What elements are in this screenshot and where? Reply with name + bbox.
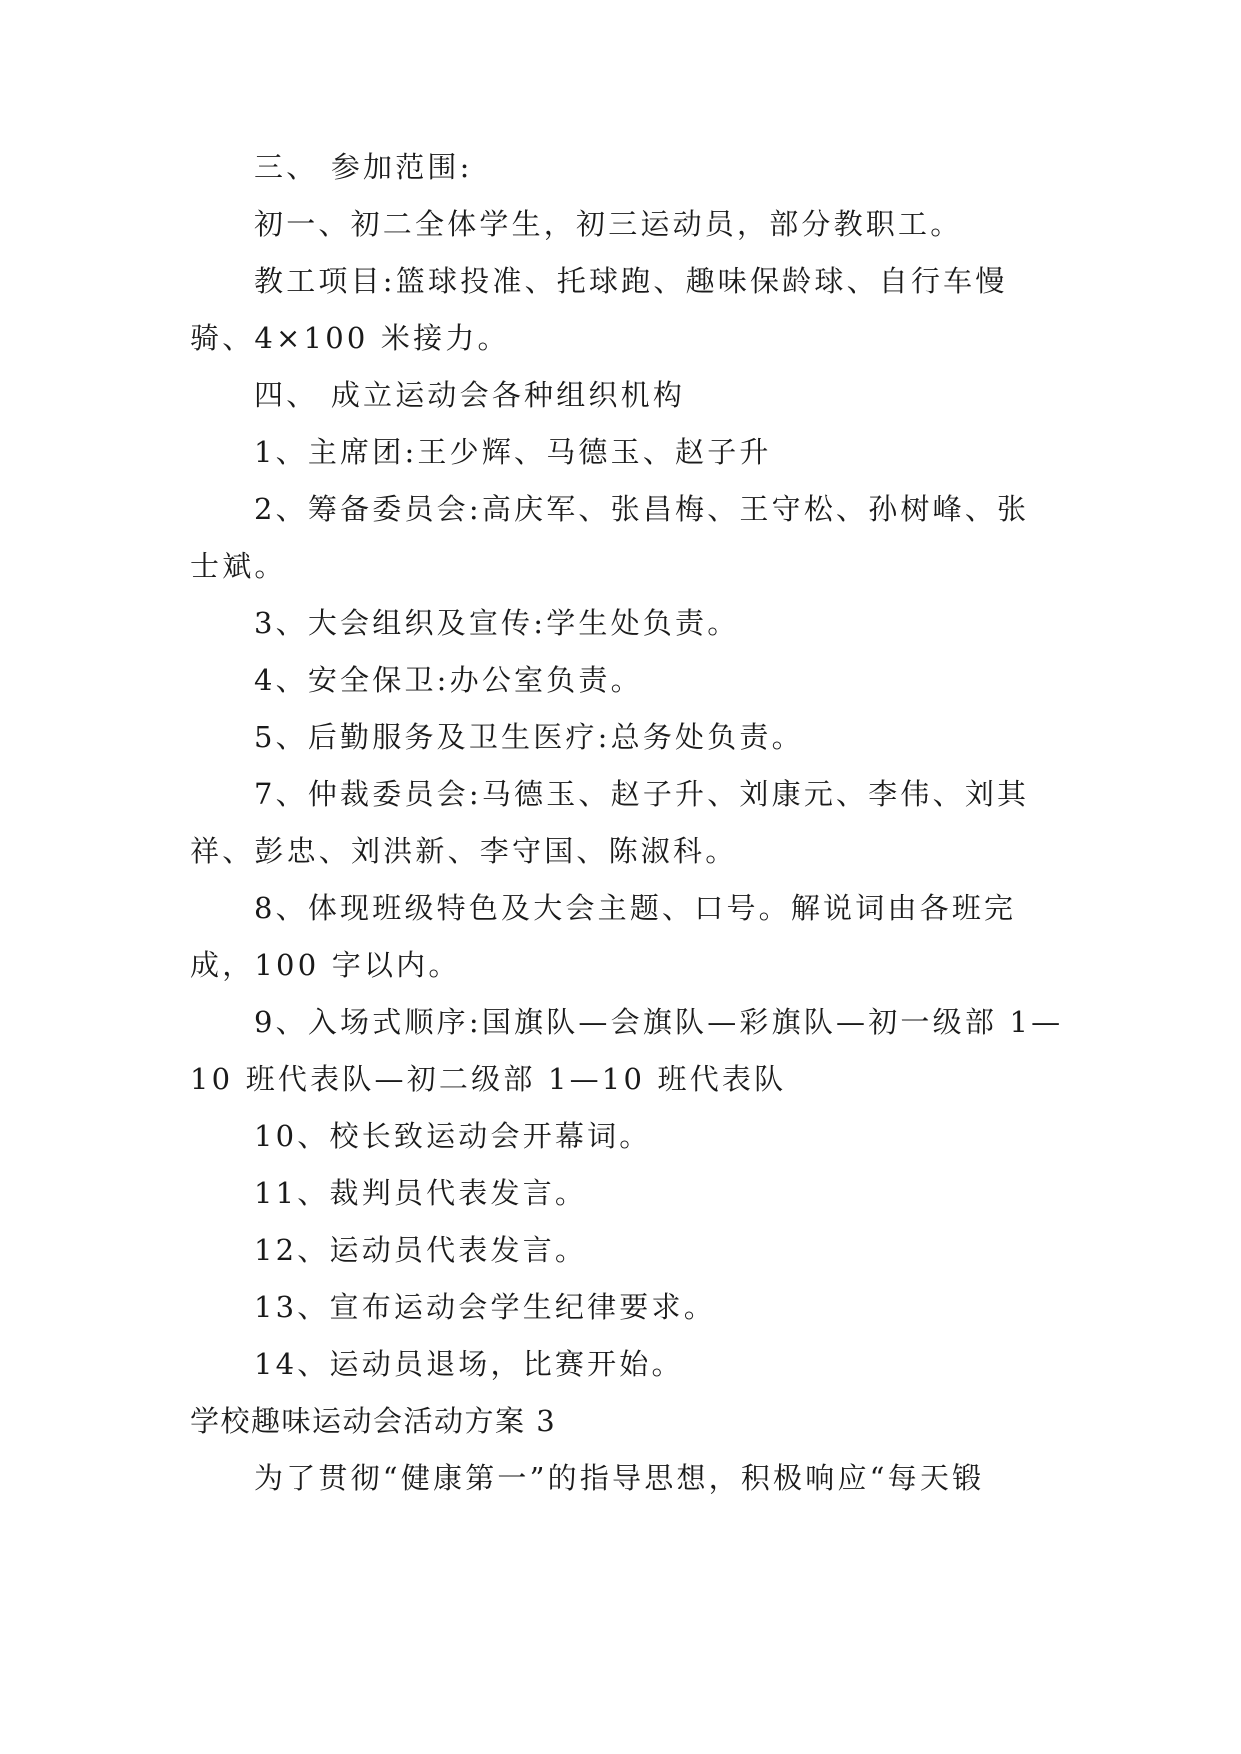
paragraph-line: 4、安全保卫:办公室负责。: [254, 663, 643, 697]
section-heading-scope: 三、 参加范围:: [254, 150, 473, 184]
paragraph-line: 10 班代表队—初二级部 1—10 班代表队: [190, 1062, 787, 1096]
paragraph-line: 3、大会组织及宣传:学生处负责。: [254, 606, 740, 640]
paragraph-line: 祥、彭忠、刘洪新、李守国、陈淑科。: [190, 834, 738, 868]
paragraph-line: 骑、4×100 米接力。: [190, 321, 510, 355]
paragraph-line: 为了贯彻“健康第一”的指导思想，积极响应“每天锻: [254, 1461, 985, 1495]
paragraph-line: 11、裁判员代表发言。: [254, 1176, 588, 1210]
section-heading-organization: 四、 成立运动会各种组织机构: [254, 378, 686, 412]
paragraph-line: 7、仲裁委员会:马德玉、赵子升、刘康元、李伟、刘其: [254, 777, 1030, 811]
paragraph-line: 5、后勤服务及卫生医疗:总务处负责。: [254, 720, 804, 754]
paragraph-line: 14、运动员退场，比赛开始。: [254, 1347, 684, 1381]
paragraph-line: 教工项目:篮球投准、托球跑、趣味保龄球、自行车慢: [254, 264, 1008, 298]
paragraph-line: 12、运动员代表发言。: [254, 1233, 588, 1267]
paragraph-line: 9、入场式顺序:国旗队—会旗队—彩旗队—初一级部 1—: [254, 1005, 1064, 1039]
paragraph-line: 2、筹备委员会:高庆军、张昌梅、王守松、孙树峰、张: [254, 492, 1030, 526]
paragraph-line: 8、体现班级特色及大会主题、口号。解说词由各班完: [254, 891, 1017, 925]
paragraph-line: 成，100 字以内。: [190, 948, 461, 982]
document-subtitle: 学校趣味运动会活动方案 3: [190, 1404, 557, 1438]
paragraph-line: 10、校长致运动会开幕词。: [254, 1119, 652, 1153]
paragraph-line: 士斌。: [190, 549, 287, 583]
paragraph-line: 初一、初二全体学生，初三运动员，部分教职工。: [254, 207, 963, 241]
paragraph-line: 13、宣布运动会学生纪律要求。: [254, 1290, 716, 1324]
paragraph-line: 1、主席团:王少辉、马德玉、赵子升: [254, 435, 772, 469]
